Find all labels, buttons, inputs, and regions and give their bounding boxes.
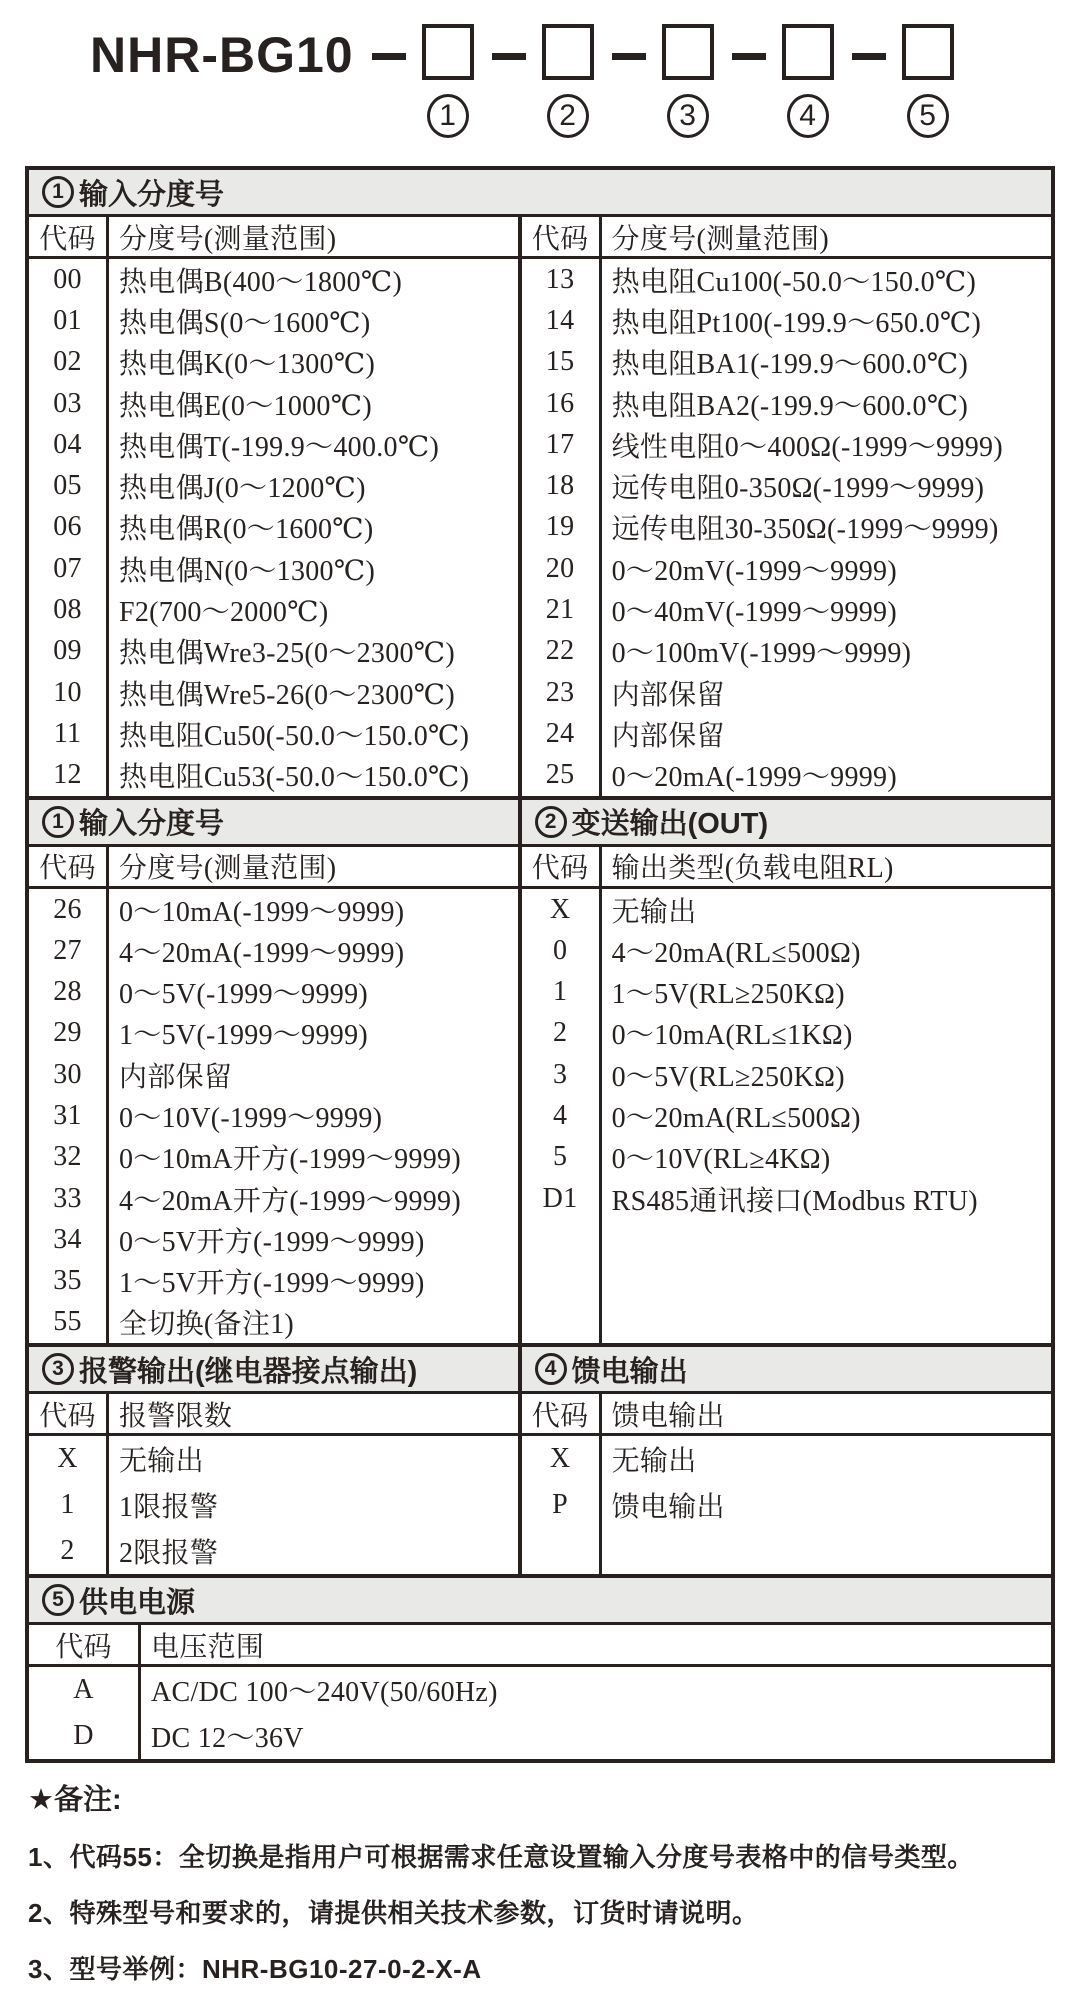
desc-cell: 远传电阻0-350Ω(-1999～9999) <box>611 473 985 505</box>
slot-column <box>542 24 594 138</box>
dash-separator <box>492 53 526 60</box>
circled-4-badge: 4 <box>535 1353 567 1385</box>
section2-right-title: 变送输出(OUT) <box>571 808 769 841</box>
remark-item: 3、型号举例：NHR-BG10-27-0-2-X-A <box>28 1954 482 1985</box>
code-cell: 15 <box>545 346 575 378</box>
desc-column-header: 输出类型(负载电阻RL) <box>602 847 1051 889</box>
desc-column <box>602 1394 1051 1574</box>
section3-left-title: 报警输出(继电器接点输出) <box>79 1355 418 1388</box>
remark-item: 2、特殊型号和要求的，请提供相关技术参数，订货时请说明。 <box>28 1898 759 1929</box>
code-cell: 28 <box>53 976 82 1008</box>
section2-body <box>29 847 1051 1343</box>
circled-1-badge: 1 <box>42 806 74 838</box>
desc-cell: 0～10mA(-1999～9999) <box>119 896 405 928</box>
section2-band <box>29 800 1051 847</box>
code-cell: 32 <box>53 1141 82 1173</box>
code-cell: 2 <box>60 1535 75 1567</box>
code-cell: 3 <box>552 1058 568 1090</box>
desc-cell: 热电偶N(0～1300℃) <box>119 555 376 587</box>
desc-column-header: 分度号(测量范围) <box>602 217 1051 259</box>
model-slot <box>474 24 594 138</box>
desc-cells <box>602 259 1051 796</box>
desc-cell: 热电偶R(0～1600℃) <box>119 514 374 546</box>
section-input-division-1 <box>29 170 1051 796</box>
column-filler <box>522 1219 599 1343</box>
table-input-codes-00-12 <box>29 217 522 796</box>
code-cells <box>522 889 599 1219</box>
model-slot-box <box>542 24 594 80</box>
desc-cell: 内部保留 <box>611 720 725 752</box>
section-alarm-and-feed-output <box>29 1343 1051 1574</box>
code-cell: 2 <box>552 1017 568 1049</box>
desc-cell: 1～5V(RL≥250KΩ) <box>611 979 845 1011</box>
remarks-title: ★备注: <box>28 1784 122 1817</box>
code-cell: 55 <box>53 1306 82 1338</box>
desc-cell: DC 12～36V <box>151 1723 304 1755</box>
code-cell: D <box>73 1720 94 1752</box>
section1-title: 输入分度号 <box>79 178 225 211</box>
code-cell: 04 <box>53 428 82 460</box>
desc-cells <box>602 1436 1051 1528</box>
code-column <box>522 847 602 1343</box>
desc-cell: 热电阻Cu100(-50.0～150.0℃) <box>611 266 977 298</box>
code-column-header: 代码 <box>29 1625 138 1667</box>
slot-column <box>422 24 474 138</box>
code-cell: 33 <box>53 1182 82 1214</box>
remarks-list <box>28 1837 1050 1986</box>
model-slots <box>354 24 954 138</box>
desc-cell: 无输出 <box>611 1446 697 1478</box>
desc-cell: 无输出 <box>611 896 697 928</box>
circled-1-badge: 1 <box>42 176 74 208</box>
desc-cell: 2限报警 <box>119 1538 219 1570</box>
desc-cell: 热电阻Cu53(-50.0～150.0℃) <box>119 762 470 794</box>
desc-cell: 热电偶T(-199.9～400.0℃) <box>119 431 440 463</box>
remarks-block <box>28 1777 1050 1986</box>
code-cell: D1 <box>542 1182 578 1214</box>
code-column <box>29 1394 109 1574</box>
code-cell: 10 <box>53 676 82 708</box>
code-cells <box>522 1436 599 1528</box>
desc-cell: 0～10V(RL≥4KΩ) <box>611 1144 831 1176</box>
code-cell: 34 <box>53 1223 82 1255</box>
desc-cell: 4～20mA(-1999～9999) <box>119 937 405 969</box>
section3-body <box>29 1394 1051 1574</box>
model-slot <box>834 24 954 138</box>
table-input-codes-26-55 <box>29 847 522 1343</box>
selection-table <box>25 166 1055 1763</box>
desc-cell: 热电阻Pt100(-199.9～650.0℃) <box>611 307 982 339</box>
section1-body <box>29 217 1051 796</box>
dash-separator <box>732 53 766 60</box>
dash-separator <box>372 53 406 60</box>
model-slot-box <box>902 24 954 80</box>
desc-cell: F2(700～2000℃) <box>119 597 329 629</box>
code-column-header: 代码 <box>29 847 106 889</box>
code-column-header: 代码 <box>29 217 106 259</box>
desc-cell: 热电偶B(400～1800℃) <box>119 266 403 298</box>
section3-right-title: 馈电输出 <box>571 1355 688 1388</box>
desc-column <box>602 217 1051 796</box>
section5-band <box>29 1578 1051 1625</box>
desc-cell: 1～5V(-1999～9999) <box>119 1020 368 1052</box>
desc-cell: 远传电阻30-350Ω(-1999～9999) <box>611 514 999 546</box>
column-filler <box>522 1528 599 1574</box>
code-cell: 1 <box>60 1489 75 1521</box>
model-slot-box <box>422 24 474 80</box>
code-cells <box>29 889 106 1343</box>
model-slot <box>714 24 834 138</box>
desc-cell: 0～40mV(-1999～9999) <box>611 597 897 629</box>
code-cell: 06 <box>53 511 82 543</box>
table-alarm-output <box>29 1394 522 1574</box>
section3-right-header <box>522 1347 1051 1391</box>
desc-cell: 热电阻BA1(-199.9～600.0℃) <box>611 349 969 381</box>
desc-column <box>141 1625 1051 1759</box>
desc-cell: 0～10V(-1999～9999) <box>119 1102 383 1134</box>
section3-left-header <box>29 1347 522 1391</box>
code-cell: 01 <box>53 304 82 336</box>
code-cell: 24 <box>545 717 575 749</box>
section5-title: 供电电源 <box>79 1586 196 1619</box>
code-cell: 30 <box>53 1058 82 1090</box>
code-cell: P <box>552 1489 569 1521</box>
desc-column-header: 电压范围 <box>141 1625 1051 1667</box>
desc-cell: 内部保留 <box>119 1061 233 1093</box>
desc-cell: 内部保留 <box>611 679 725 711</box>
desc-cell: RS485通讯接口(Modbus RTU) <box>611 1185 978 1217</box>
column-filler <box>602 1528 1051 1574</box>
code-column <box>29 217 109 796</box>
desc-cell: 1～5V开方(-1999～9999) <box>119 1268 425 1300</box>
code-cell: 12 <box>53 759 82 791</box>
desc-cell: AC/DC 100～240V(50/60Hz) <box>151 1677 498 1709</box>
code-cell: X <box>549 1443 571 1475</box>
section5-body <box>29 1625 1051 1759</box>
desc-cells <box>109 259 518 796</box>
desc-cell: 0～5V开方(-1999～9999) <box>119 1226 425 1258</box>
desc-cell: 0～20mV(-1999～9999) <box>611 555 897 587</box>
desc-cells <box>602 889 1051 1219</box>
code-column-header: 代码 <box>522 217 599 259</box>
desc-column <box>109 1394 518 1574</box>
code-column <box>29 1625 141 1759</box>
section5-header <box>29 1578 1051 1622</box>
desc-cell: 0～20mA(RL≤500Ω) <box>611 1102 861 1134</box>
code-cell: 20 <box>545 552 575 584</box>
desc-column <box>109 847 518 1343</box>
code-column <box>522 1394 602 1574</box>
desc-cell: 0～5V(RL≥250KΩ) <box>611 1061 845 1093</box>
desc-cell: 热电阻Cu50(-50.0～150.0℃) <box>119 720 470 752</box>
code-cell: 05 <box>53 470 82 502</box>
desc-cell: 0～100mV(-1999～9999) <box>611 638 912 670</box>
dash-separator <box>852 53 886 60</box>
position-number-badge: 5 <box>907 94 949 138</box>
code-cell: 03 <box>53 387 82 419</box>
desc-cell: 热电偶K(0～1300℃) <box>119 349 376 381</box>
section-input-division-2-and-output <box>29 796 1051 1343</box>
code-cell: 1 <box>552 976 568 1008</box>
dash-separator <box>612 53 646 60</box>
desc-cell: 无输出 <box>119 1446 204 1478</box>
code-cell: 21 <box>545 594 575 626</box>
desc-column-header: 馈电输出 <box>602 1394 1051 1436</box>
code-cell: 17 <box>545 428 575 460</box>
desc-column-header: 分度号(测量范围) <box>109 847 518 889</box>
code-cell: 26 <box>53 893 82 925</box>
desc-cell: 热电偶S(0～1600℃) <box>119 307 371 339</box>
desc-cell: 4～20mA(RL≤500Ω) <box>611 937 861 969</box>
section3-band <box>29 1347 1051 1394</box>
code-cell: 19 <box>545 511 575 543</box>
code-cell: 31 <box>53 1099 82 1131</box>
desc-column-header: 分度号(测量范围) <box>109 217 518 259</box>
desc-cell: 热电偶Wre5-26(0～2300℃) <box>119 679 456 711</box>
desc-cell: 1限报警 <box>119 1492 219 1524</box>
code-cell: 16 <box>545 387 575 419</box>
code-cell: 29 <box>53 1017 82 1049</box>
code-cell: 07 <box>53 552 82 584</box>
code-cell: 02 <box>53 346 82 378</box>
code-cell: 11 <box>53 717 82 749</box>
position-number-badge: 1 <box>427 94 469 138</box>
desc-column-header: 报警限数 <box>109 1394 518 1436</box>
model-slot-box <box>782 24 834 80</box>
table-input-codes-13-25 <box>522 217 1051 796</box>
desc-column <box>602 847 1051 1343</box>
code-cell: 0 <box>552 934 568 966</box>
code-cell: 35 <box>53 1265 82 1297</box>
position-number-badge: 2 <box>547 94 589 138</box>
code-cell: 25 <box>545 759 575 791</box>
slot-column <box>782 24 834 138</box>
code-cell: 22 <box>545 635 575 667</box>
code-cell: 4 <box>552 1099 568 1131</box>
code-cells <box>522 259 599 796</box>
slot-column <box>662 24 714 138</box>
code-cells <box>29 1436 106 1574</box>
desc-column <box>109 217 518 796</box>
desc-cell: 热电偶J(0～1200℃) <box>119 473 366 505</box>
column-filler <box>602 1219 1051 1343</box>
code-column <box>29 847 109 1343</box>
position-number-badge: 4 <box>787 94 829 138</box>
desc-cell: 热电偶Wre3-25(0～2300℃) <box>119 638 456 670</box>
code-cell: X <box>549 893 571 925</box>
section-power-supply <box>29 1574 1051 1759</box>
model-prefix: NHR-BG10 <box>90 27 354 83</box>
code-cells <box>29 259 106 796</box>
code-cell: 23 <box>545 676 575 708</box>
table-feed-output <box>522 1394 1051 1574</box>
desc-cell: 0～20mA(-1999～9999) <box>611 762 897 794</box>
model-slot <box>354 24 474 138</box>
code-cell: 5 <box>552 1141 568 1173</box>
section2-left-title: 输入分度号 <box>79 808 225 841</box>
desc-cell: 4～20mA开方(-1999～9999) <box>119 1185 461 1217</box>
code-column-header: 代码 <box>522 1394 599 1436</box>
circled-2-badge: 2 <box>535 806 567 838</box>
desc-cell: 馈电输出 <box>611 1492 725 1524</box>
section1-band <box>29 170 1051 217</box>
desc-cell: 0～10mA(RL≤1KΩ) <box>611 1020 853 1052</box>
table-transmit-output <box>522 847 1051 1343</box>
model-slot <box>594 24 714 138</box>
desc-cell: 0～5V(-1999～9999) <box>119 979 368 1011</box>
desc-cell: 0～10mA开方(-1999～9999) <box>119 1144 461 1176</box>
code-cell: 08 <box>53 594 82 626</box>
code-column <box>522 217 602 796</box>
desc-cell: 全切换(备注1) <box>119 1309 295 1341</box>
remark-item: 1、代码55：全切换是指用户可根据需求任意设置输入分度号表格中的信号类型。 <box>28 1842 974 1873</box>
code-cell: A <box>73 1674 94 1706</box>
code-cell: 13 <box>545 263 575 295</box>
section2-right-header <box>522 800 1051 844</box>
circled-5-badge: 5 <box>42 1584 74 1616</box>
position-number-badge: 3 <box>667 94 709 138</box>
desc-cells <box>109 1436 518 1574</box>
code-cell: X <box>57 1443 78 1475</box>
section1-header <box>29 170 1051 214</box>
code-cell: 09 <box>53 635 82 667</box>
desc-cell: 热电偶E(0～1000℃) <box>119 390 372 422</box>
code-cell: 18 <box>545 470 575 502</box>
section2-left-header <box>29 800 522 844</box>
desc-cell: 热电阻BA2(-199.9～600.0℃) <box>611 390 969 422</box>
code-cell: 00 <box>53 263 82 295</box>
code-column-header: 代码 <box>522 847 599 889</box>
desc-cells <box>141 1667 1051 1759</box>
circled-3-badge: 3 <box>42 1353 74 1385</box>
desc-cells <box>109 889 518 1343</box>
model-slot-box <box>662 24 714 80</box>
table-power-supply <box>29 1625 1051 1759</box>
desc-cell: 线性电阻0～400Ω(-1999～9999) <box>611 431 1003 463</box>
model-code-line <box>90 24 1080 138</box>
code-cell: 14 <box>545 304 575 336</box>
code-column-header: 代码 <box>29 1394 106 1436</box>
code-cell: 27 <box>53 934 82 966</box>
slot-column <box>902 24 954 138</box>
code-cells <box>29 1667 138 1759</box>
